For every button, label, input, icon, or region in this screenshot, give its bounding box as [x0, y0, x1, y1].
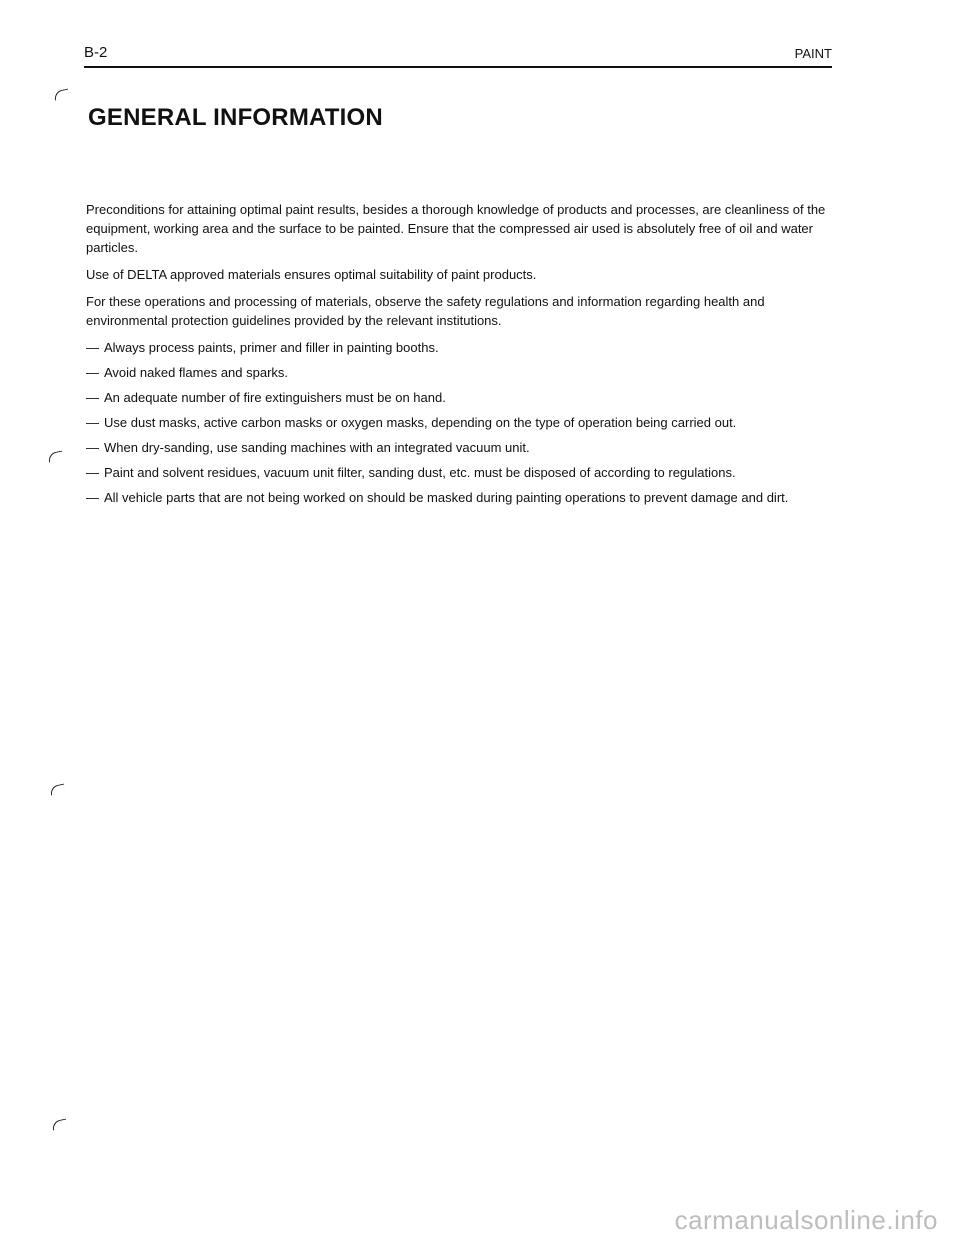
list-item-text: Use dust masks, active carbon masks or oxygen masks, depending on the type of operation being carried out. [104, 415, 737, 430]
list-item [86, 413, 834, 432]
page-header [84, 44, 832, 68]
list-item [86, 338, 834, 357]
list-item-text: Always process paints, primer and filler in painting booths. [104, 340, 439, 355]
dash-marker: — [86, 340, 99, 355]
safety-list [86, 338, 834, 507]
binder-hole-mark [47, 451, 64, 463]
paragraph: Use of DELTA approved materials ensures optimal suitability of paint products. [86, 267, 537, 282]
paragraph: For these operations and processing of materials, observe the safety regulations and information regarding health and environmental protection guidelines provided by the relevant institutions. [86, 294, 765, 328]
binder-hole-mark [51, 1119, 68, 1131]
section-number: B-2 [84, 44, 108, 61]
paragraph: Preconditions for attaining optimal paint results, besides a thorough knowledge of products and processes, are cleanliness of the equipment, working area and the surface to be painted. Ensure that the compressed air used is absolutely free of oil and water particles. [86, 202, 826, 255]
list-item-text: Avoid naked flames and sparks. [104, 365, 289, 380]
list-item-text: When dry-sanding, use sanding machines with an integrated vacuum unit. [104, 440, 530, 455]
dash-marker: — [86, 490, 99, 505]
chapter-name: PAINT [794, 46, 832, 61]
dash-marker: — [86, 440, 99, 455]
dash-marker: — [86, 390, 99, 405]
dash-marker: — [86, 415, 99, 430]
watermark: carmanualsonline.info [674, 1205, 938, 1235]
dash-marker: — [86, 465, 99, 480]
list-item-text: An adequate number of fire extinguishers must be on hand. [104, 390, 446, 405]
list-item-text: All vehicle parts that are not being worked on should be masked during painting operations to prevent damage and dirt. [104, 490, 789, 505]
list-item [86, 388, 834, 407]
dash-marker: — [86, 365, 99, 380]
binder-hole-mark [53, 89, 70, 101]
list-item-text: Paint and solvent residues, vacuum unit filter, sanding dust, etc. must be disposed of according to regulations. [104, 465, 736, 480]
list-item [86, 363, 834, 382]
body-text [86, 200, 834, 513]
list-item [86, 488, 834, 507]
binder-hole-mark [49, 784, 66, 796]
page-title: GENERAL INFORMATION [88, 104, 383, 131]
list-item [86, 463, 834, 482]
list-item [86, 438, 834, 457]
